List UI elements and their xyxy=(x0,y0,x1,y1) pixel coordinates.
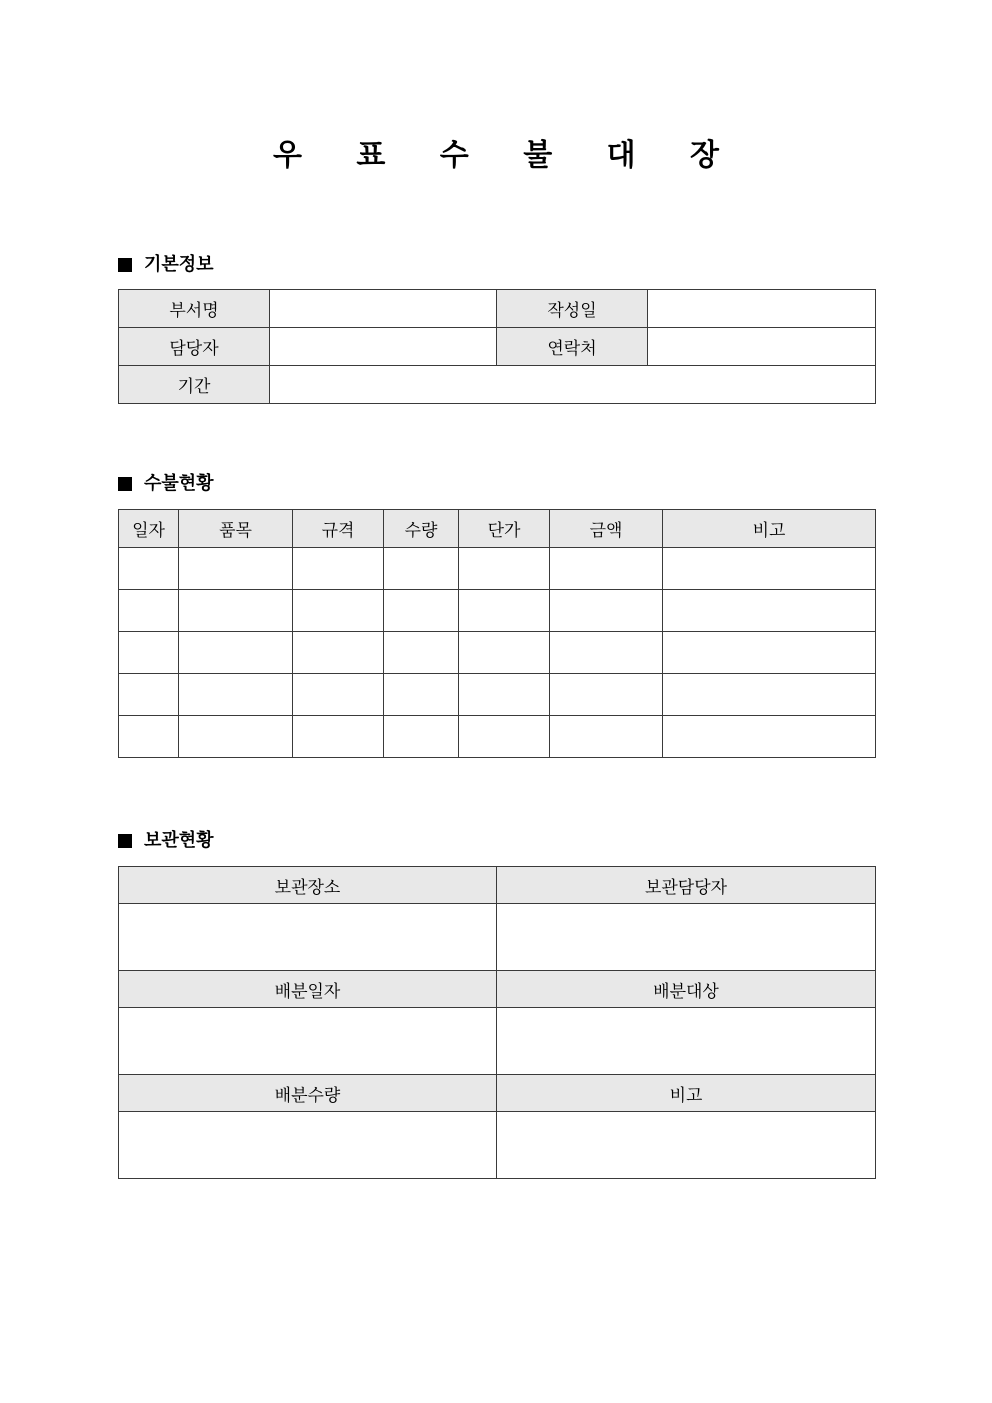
col-header-unit-price: 단가 xyxy=(459,510,550,548)
table-cell[interactable] xyxy=(384,716,459,758)
table-cell[interactable] xyxy=(663,632,876,674)
table-cell[interactable] xyxy=(459,674,550,716)
table-cell[interactable] xyxy=(119,548,179,590)
table-cell[interactable] xyxy=(384,674,459,716)
date-field[interactable] xyxy=(648,290,876,328)
basic-info-table xyxy=(118,289,876,404)
table-cell[interactable] xyxy=(119,674,179,716)
table-cell[interactable] xyxy=(663,548,876,590)
table-cell[interactable] xyxy=(663,716,876,758)
page-title: 우 표 수 불 대 장 xyxy=(272,138,742,173)
col-header-qty: 수량 xyxy=(384,510,459,548)
dept-label: 부서명 xyxy=(119,290,270,328)
table-cell[interactable] xyxy=(459,548,550,590)
ledger-table xyxy=(118,509,876,758)
table-cell[interactable] xyxy=(179,590,293,632)
table-row xyxy=(119,716,876,758)
contact-label: 연락처 xyxy=(497,328,648,366)
keeper-field[interactable] xyxy=(497,904,876,971)
table-cell[interactable] xyxy=(293,548,384,590)
date-label: 작성일 xyxy=(497,290,648,328)
table-cell[interactable] xyxy=(179,674,293,716)
dist-target-label: 배분대상 xyxy=(497,971,876,1008)
manager-field[interactable] xyxy=(270,328,497,366)
dist-qty-field[interactable] xyxy=(119,1112,497,1179)
square-bullet-icon xyxy=(118,477,132,491)
section-heading-label: 수불현황 xyxy=(144,473,214,494)
table-cell[interactable] xyxy=(550,716,663,758)
table-cell[interactable] xyxy=(384,590,459,632)
table-cell[interactable] xyxy=(179,548,293,590)
table-cell[interactable] xyxy=(550,548,663,590)
square-bullet-icon xyxy=(118,834,132,848)
storage-table xyxy=(118,866,876,1179)
section-heading-label: 보관현황 xyxy=(144,830,214,851)
table-cell[interactable] xyxy=(550,632,663,674)
table-cell[interactable] xyxy=(119,632,179,674)
dist-date-field[interactable] xyxy=(119,1008,497,1075)
storage-note-field[interactable] xyxy=(497,1112,876,1179)
section-heading-label: 기본정보 xyxy=(144,254,214,275)
location-field[interactable] xyxy=(119,904,497,971)
section-heading-ledger xyxy=(118,472,214,496)
manager-label: 담당자 xyxy=(119,328,270,366)
table-cell[interactable] xyxy=(293,632,384,674)
square-bullet-icon xyxy=(118,258,132,272)
table-cell[interactable] xyxy=(384,548,459,590)
table-cell[interactable] xyxy=(293,716,384,758)
table-cell[interactable] xyxy=(459,716,550,758)
table-cell[interactable] xyxy=(293,590,384,632)
period-label: 기간 xyxy=(119,366,270,404)
table-cell[interactable] xyxy=(179,632,293,674)
dist-qty-label: 배분수량 xyxy=(119,1075,497,1112)
table-cell[interactable] xyxy=(459,590,550,632)
dist-target-field[interactable] xyxy=(497,1008,876,1075)
table-cell[interactable] xyxy=(663,590,876,632)
table-cell[interactable] xyxy=(663,674,876,716)
storage-note-label: 비고 xyxy=(497,1075,876,1112)
col-header-spec: 규격 xyxy=(293,510,384,548)
col-header-date: 일자 xyxy=(119,510,179,548)
table-cell[interactable] xyxy=(459,632,550,674)
period-field[interactable] xyxy=(270,366,876,404)
table-cell[interactable] xyxy=(179,716,293,758)
dept-field[interactable] xyxy=(270,290,497,328)
col-header-note: 비고 xyxy=(663,510,876,548)
table-cell[interactable] xyxy=(119,716,179,758)
table-row xyxy=(119,590,876,632)
table-row xyxy=(119,674,876,716)
location-label: 보관장소 xyxy=(119,867,497,904)
table-cell[interactable] xyxy=(293,674,384,716)
table-row xyxy=(119,548,876,590)
col-header-amount: 금액 xyxy=(550,510,663,548)
table-cell[interactable] xyxy=(384,632,459,674)
contact-field[interactable] xyxy=(648,328,876,366)
dist-date-label: 배분일자 xyxy=(119,971,497,1008)
section-heading-basic-info xyxy=(118,253,214,277)
table-cell[interactable] xyxy=(550,674,663,716)
table-cell[interactable] xyxy=(550,590,663,632)
col-header-item: 품목 xyxy=(179,510,293,548)
section-heading-storage xyxy=(118,829,214,853)
keeper-label: 보관담당자 xyxy=(497,867,876,904)
table-cell[interactable] xyxy=(119,590,179,632)
table-row xyxy=(119,632,876,674)
